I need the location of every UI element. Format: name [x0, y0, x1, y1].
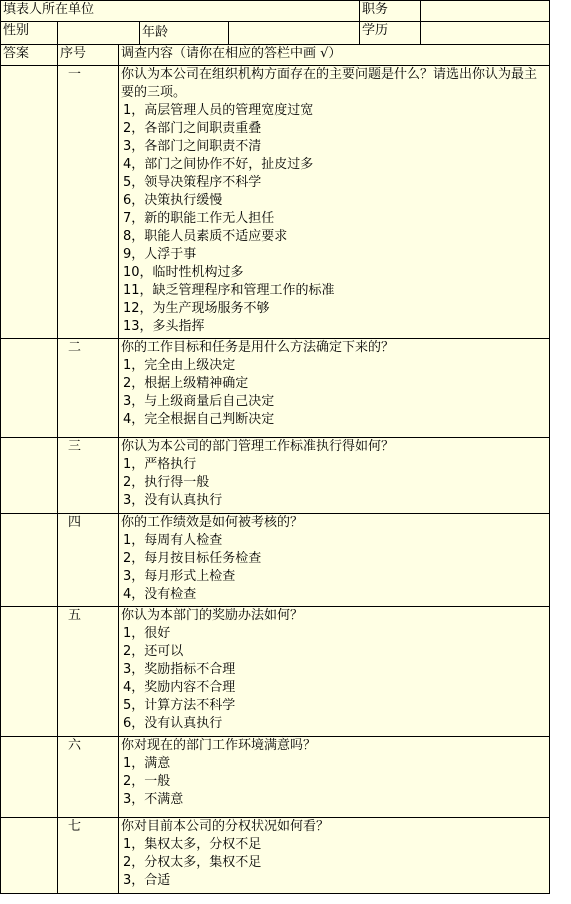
option: 12，为生产现场服务不够 — [123, 301, 270, 316]
question-row — [1, 818, 550, 894]
question-content — [119, 438, 550, 514]
unit-label: 填表人所在单位 — [1, 1, 360, 22]
option: 3，合适 — [123, 873, 171, 888]
question-text: 你认为本公司的部门管理工作标准执行得如何？ — [121, 439, 395, 454]
answer-cell[interactable] — [1, 438, 58, 514]
option: 2，一般 — [123, 774, 171, 789]
option: 3，每月形式上检查 — [123, 569, 236, 584]
answer-column-header: 答案 — [1, 45, 58, 66]
question-content — [119, 514, 550, 607]
question-row — [1, 66, 550, 339]
option: 10，临时性机构过多 — [123, 265, 244, 280]
number-column-header: 序号 — [58, 45, 119, 66]
question-row — [1, 339, 550, 438]
option: 2，分权太多，集权不足 — [123, 855, 262, 870]
question-row — [1, 514, 550, 607]
question-text: 你认为本部门的奖励办法如何？ — [121, 608, 304, 623]
question-text: 你的工作绩效是如何被考核的？ — [121, 515, 304, 530]
option: 4，部门之间协作不好，扯皮过多 — [123, 157, 314, 172]
question-number: 七 — [58, 818, 119, 894]
question-content — [119, 737, 550, 818]
question-content — [119, 818, 550, 894]
gender-label: 性别 — [1, 22, 58, 45]
education-value[interactable] — [421, 22, 550, 45]
option: 1，完全由上级决定 — [123, 358, 236, 373]
option: 6，没有认真执行 — [123, 716, 223, 731]
option: 1，很好 — [123, 626, 171, 641]
option: 4，完全根据自己判断决定 — [123, 412, 275, 427]
option: 1，满意 — [123, 756, 171, 771]
age-value[interactable] — [228, 22, 359, 44]
option: 2，各部门之间职责重叠 — [123, 121, 262, 136]
option: 2，执行得一般 — [123, 475, 210, 490]
option: 1，集权太多，分权不足 — [123, 837, 262, 852]
age-label: 年龄 — [142, 25, 169, 40]
content-column-header: 调查内容（请你在相应的答栏中画 √） — [119, 45, 550, 66]
answer-cell[interactable] — [1, 607, 58, 737]
answer-cell[interactable] — [1, 737, 58, 818]
option: 3，与上级商量后自己决定 — [123, 394, 275, 409]
question-number: 四 — [58, 514, 119, 607]
option: 4，奖励内容不合理 — [123, 680, 236, 695]
option: 2，每月按目标任务检查 — [123, 551, 262, 566]
answer-cell[interactable] — [1, 818, 58, 894]
question-content — [119, 66, 550, 339]
gender-value[interactable] — [58, 22, 140, 45]
question-number: 一 — [58, 66, 119, 339]
question-text: 你认为本公司在组织机构方面存在的主要问题是什么？请选出你认为最主要的三项。 — [121, 67, 538, 100]
position-label: 职务 — [360, 1, 421, 22]
option: 1，高层管理人员的管理宽度过宽 — [123, 103, 314, 118]
question-number: 三 — [58, 438, 119, 514]
option: 3，各部门之间职责不清 — [123, 139, 262, 154]
question-row — [1, 737, 550, 818]
option: 2，根据上级精神确定 — [123, 376, 249, 391]
question-text: 你对目前本公司的分权状况如何看？ — [121, 819, 330, 834]
education-label: 学历 — [360, 22, 421, 45]
option: 1，每周有人检查 — [123, 533, 223, 548]
question-number: 五 — [58, 607, 119, 737]
option: 11，缺乏管理程序和管理工作的标准 — [123, 283, 335, 298]
option: 5，计算方法不科学 — [123, 698, 236, 713]
question-number: 二 — [58, 339, 119, 438]
position-value[interactable] — [421, 1, 550, 22]
option: 9，人浮于事 — [123, 247, 197, 262]
option: 4，没有检查 — [123, 587, 197, 602]
option: 7，新的职能工作无人担任 — [123, 211, 275, 226]
question-text: 你对现在的部门工作环境满意吗？ — [121, 738, 317, 753]
option: 2，还可以 — [123, 644, 184, 659]
option: 8，职能人员素质不适应要求 — [123, 229, 288, 244]
option: 3，不满意 — [123, 792, 184, 807]
answer-cell[interactable] — [1, 339, 58, 438]
option: 13，多头指挥 — [123, 319, 205, 334]
question-text: 你的工作目标和任务是用什么方法确定下来的？ — [121, 340, 395, 355]
option: 3，奖励指标不合理 — [123, 662, 236, 677]
question-content — [119, 607, 550, 737]
question-row — [1, 438, 550, 514]
answer-cell[interactable] — [1, 514, 58, 607]
age-cell — [140, 22, 360, 45]
answer-cell[interactable] — [1, 66, 58, 339]
option: 6，决策执行缓慢 — [123, 193, 223, 208]
option: 5，领导决策程序不科学 — [123, 175, 262, 190]
question-content — [119, 339, 550, 438]
question-number: 六 — [58, 737, 119, 818]
option: 1，严格执行 — [123, 457, 197, 472]
question-row — [1, 607, 550, 737]
option: 3，没有认真执行 — [123, 493, 223, 508]
